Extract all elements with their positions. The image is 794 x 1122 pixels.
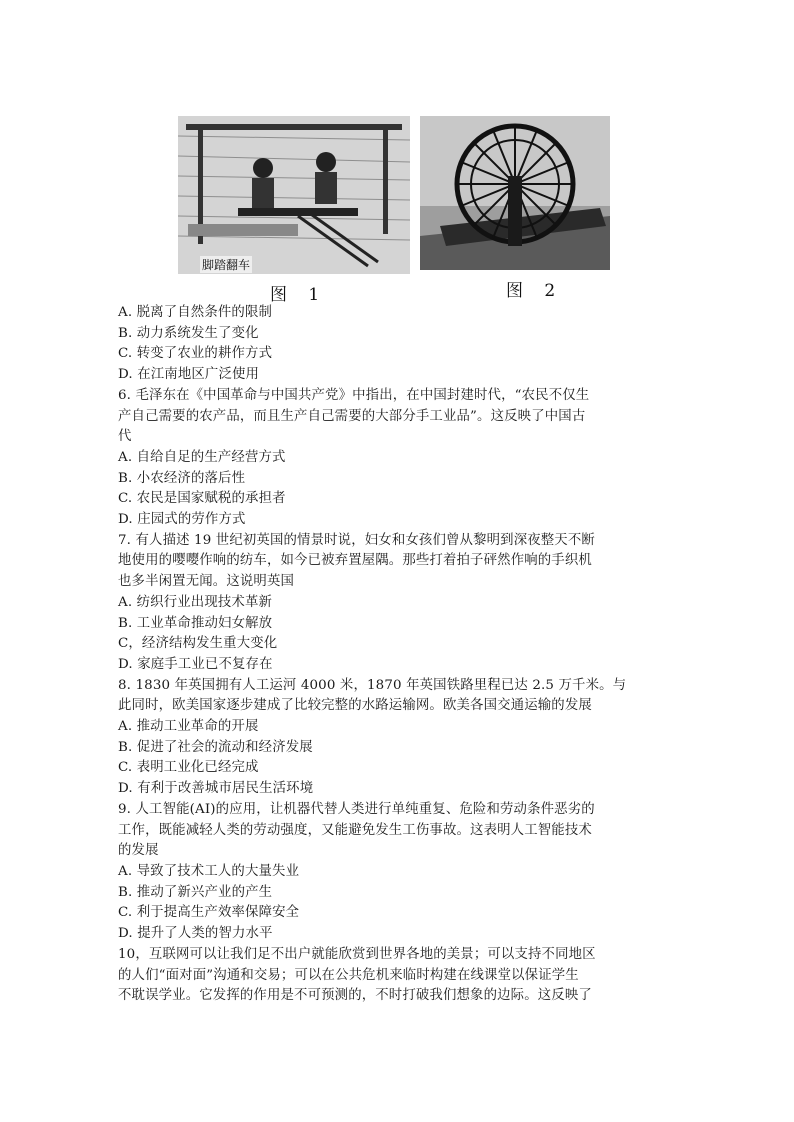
text-line: B. 动力系统发生了变化 [118, 325, 259, 341]
text-line: D. 在江南地区广泛使用 [118, 367, 260, 383]
question-text [118, 303, 678, 1007]
text-line: 地使用的嘤嘤作响的纺车，如今已被弃置屋隅。那些打着拍子砰然作响的手织机 [118, 553, 592, 569]
text-line: D. 庄园式的劳作方式 [118, 512, 246, 528]
text-line: B. 促进了社会的流动和经济发展 [118, 739, 313, 755]
text-line: 10，互联网可以让我们足不出户就能欣赏到世界各地的美景；可以支持不同地区 [118, 946, 596, 962]
text-line: 6. 毛泽东在《中国革命与中国共产党》中指出，在中国封建时代，“农民不仅生 [118, 387, 590, 403]
text-line: 的人们“面对面”沟通和交易；可以在公共危机来临时构建在线课堂以保证学生 [118, 967, 579, 983]
figure-1-label: 脚踏翻车 [202, 258, 251, 272]
text-line: C. 转变了农业的耕作方式 [118, 346, 273, 362]
text-line: B. 工业革命推动妇女解放 [118, 615, 273, 631]
text-line: A. 导致了技术工人的大量失业 [118, 863, 300, 879]
treadle-waterwheel-illustration [178, 116, 410, 274]
text-line: 工作，既能减轻人类的劳动强度，又能避免发生工伤事故。这表明人工智能技术 [118, 822, 592, 838]
figure-1-treadle-waterwheel-image [178, 116, 410, 274]
text-line: A. 脱离了自然条件的限制 [118, 305, 273, 320]
figure-1-caption: 图 1 [270, 285, 328, 305]
figure-2-caption: 图 2 [506, 281, 564, 301]
text-line: 的发展 [118, 843, 159, 859]
text-line: 此同时，欧美国家逐步建成了比较完整的水路运输网。欧美各国交通运输的发展 [118, 698, 592, 714]
figures-area [178, 116, 608, 306]
text-line: 9. 人工智能(AI)的应用，让机器代替人类进行单纯重复、危险和劳动条件恶劣的 [118, 801, 595, 817]
text-line: C. 表明工业化已经完成 [118, 760, 259, 776]
text-line: C. 农民是国家赋税的承担者 [118, 491, 286, 507]
text-line: B. 推动了新兴产业的产生 [118, 884, 273, 900]
text-line: 也多半闲置无闻。这说明英国 [118, 574, 295, 590]
text-line: A. 纺织行业出现技术革新 [118, 594, 273, 610]
text-line: D. 家庭手工业已不复存在 [118, 656, 273, 672]
waterwheel-model-illustration [420, 116, 610, 270]
text-line: D. 提升了人类的智力水平 [118, 926, 273, 942]
text-line: C. 利于提高生产效率保障安全 [118, 905, 300, 921]
text-line: 代 [118, 429, 132, 445]
text-line: 7. 有人描述 19 世纪初英国的情景时说，妇女和女孩们曾从黎明到深夜整天不断 [118, 532, 595, 548]
text-line: B. 小农经济的落后性 [118, 470, 246, 486]
text-line: A. 自给自足的生产经营方式 [118, 449, 286, 465]
figure-2-waterwheel-model-image [420, 116, 610, 270]
text-line: A. 推动工业革命的开展 [118, 719, 259, 735]
text-line: C，经济结构发生重大变化 [118, 636, 278, 652]
text-line: D. 有利于改善城市居民生活环境 [118, 781, 314, 797]
text-line: 产自己需要的农产品，而且生产自己需要的大部分手工业品”。这反映了中国古 [118, 408, 586, 424]
text-line: 8. 1830 年英国拥有人工运河 4000 米，1870 年英国铁路里程已达 2.5 万千米。与 [118, 677, 627, 693]
text-line: 不耽误学业。它发挥的作用是不可预测的，不时打破我们想象的边际。这反映了 [118, 988, 592, 1004]
